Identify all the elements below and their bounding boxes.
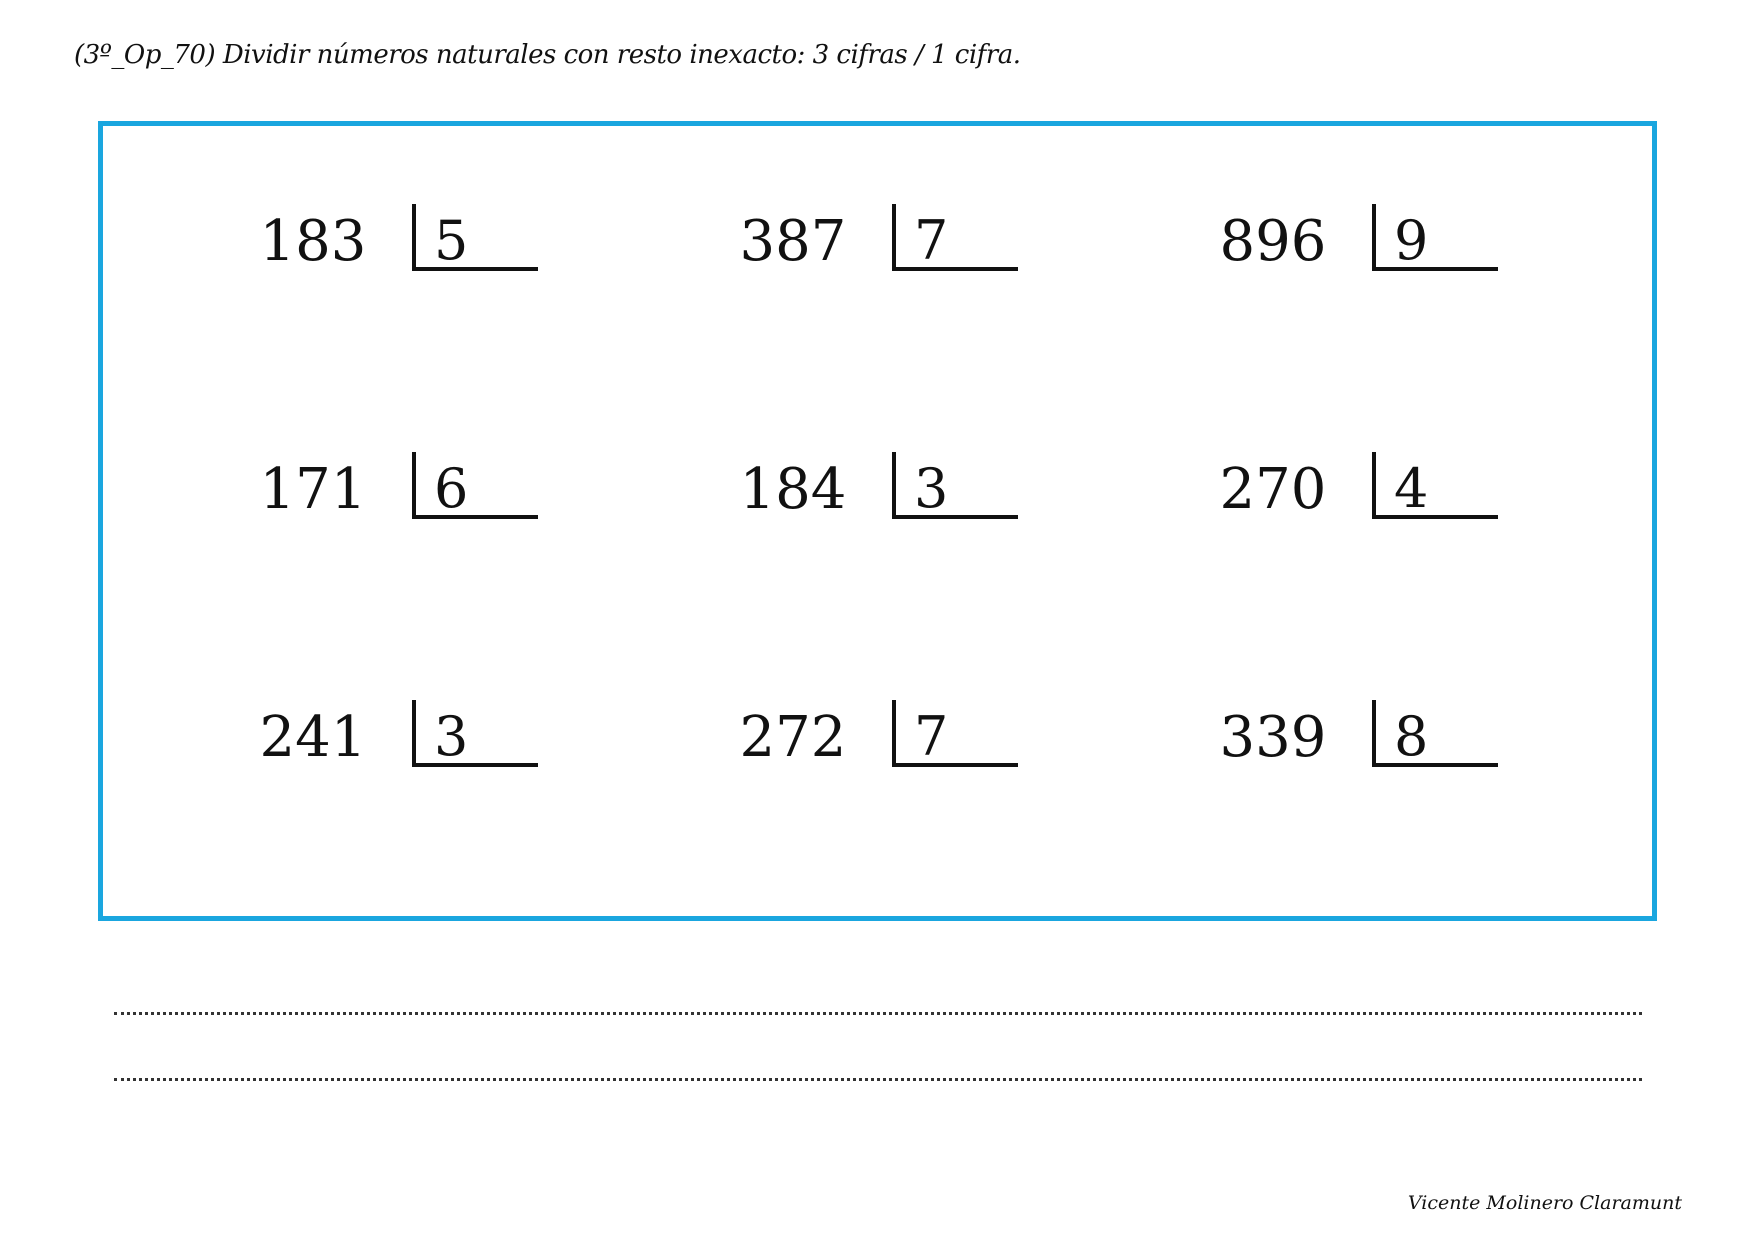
division-bracket — [1372, 452, 1498, 519]
divisor: 7 — [914, 705, 949, 768]
dividend: 272 — [739, 705, 847, 770]
divisor: 9 — [1394, 209, 1429, 272]
dividend: 241 — [259, 705, 367, 770]
division-problem — [253, 452, 583, 532]
author-credit: Vicente Molinero Claramunt — [1407, 1192, 1682, 1214]
division-problem — [733, 452, 1063, 532]
dividend: 387 — [739, 209, 847, 274]
division-bracket — [412, 700, 538, 767]
division-problem — [1213, 204, 1543, 284]
division-bracket — [892, 700, 1018, 767]
division-bracket — [1372, 700, 1498, 767]
division-bracket — [892, 204, 1018, 271]
divisor: 8 — [1394, 705, 1429, 768]
divisor: 5 — [434, 209, 469, 272]
division-bracket — [892, 452, 1018, 519]
dividend: 184 — [739, 457, 847, 522]
divisor: 6 — [434, 457, 469, 520]
exercise-frame — [98, 121, 1657, 921]
divisor: 4 — [1394, 457, 1429, 520]
divisor: 3 — [434, 705, 469, 768]
division-bracket — [1372, 204, 1498, 271]
dividend: 171 — [259, 457, 367, 522]
dividend: 270 — [1219, 457, 1327, 522]
division-bracket — [412, 452, 538, 519]
division-problem — [253, 204, 583, 284]
division-problem — [253, 700, 583, 780]
division-problem — [1213, 452, 1543, 532]
division-problem — [1213, 700, 1543, 780]
division-bracket — [412, 204, 538, 271]
answer-line[interactable] — [114, 1078, 1642, 1081]
worksheet-title: (3º_Op_70) Dividir números naturales con resto inexacto: 3 cifras / 1 cifra. — [74, 40, 1021, 70]
answer-line[interactable] — [114, 1012, 1642, 1015]
division-problem — [733, 700, 1063, 780]
divisor: 3 — [914, 457, 949, 520]
dividend: 896 — [1219, 209, 1327, 274]
divisor: 7 — [914, 209, 949, 272]
dividend: 183 — [259, 209, 367, 274]
dividend: 339 — [1219, 705, 1327, 770]
division-problem — [733, 204, 1063, 284]
